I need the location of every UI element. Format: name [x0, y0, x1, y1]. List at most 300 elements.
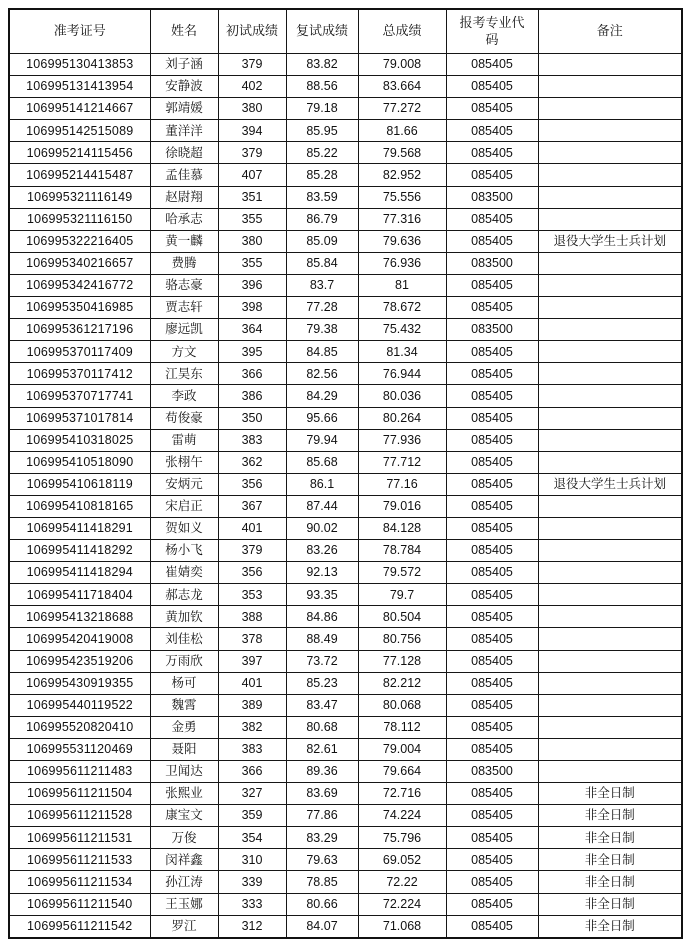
cell-name: 贺如义 [150, 517, 218, 539]
cell-initial-score: 351 [218, 186, 286, 208]
cell-admission-number: 106995520820410 [9, 716, 150, 738]
cell-admission-number: 106995410818165 [9, 495, 150, 517]
cell-admission-number: 106995413218688 [9, 606, 150, 628]
cell-major-code: 083500 [446, 761, 538, 783]
cell-major-code: 085405 [446, 385, 538, 407]
table-row [9, 208, 682, 230]
cell-name: 万雨欣 [150, 650, 218, 672]
cell-name: 万俊 [150, 827, 218, 849]
cell-remark [538, 341, 682, 363]
table-row [9, 473, 682, 495]
table-row [9, 341, 682, 363]
table-row [9, 54, 682, 76]
cell-initial-score: 327 [218, 783, 286, 805]
cell-retest-score: 84.07 [286, 915, 358, 938]
cell-initial-score: 339 [218, 871, 286, 893]
cell-remark [538, 694, 682, 716]
cell-retest-score: 85.95 [286, 120, 358, 142]
cell-admission-number: 106995142515089 [9, 120, 150, 142]
table-header [9, 9, 682, 54]
cell-retest-score: 95.66 [286, 407, 358, 429]
cell-retest-score: 83.47 [286, 694, 358, 716]
cell-retest-score: 77.28 [286, 297, 358, 319]
cell-name: 骆志豪 [150, 274, 218, 296]
cell-initial-score: 388 [218, 606, 286, 628]
cell-total-score: 77.128 [358, 650, 446, 672]
cell-name: 孙江涛 [150, 871, 218, 893]
table-row [9, 783, 682, 805]
cell-name: 廖远凯 [150, 319, 218, 341]
table-row [9, 606, 682, 628]
header-major-code [446, 9, 538, 54]
table-row [9, 120, 682, 142]
cell-remark: 非全日制 [538, 871, 682, 893]
cell-name: 孟佳慕 [150, 164, 218, 186]
cell-initial-score: 401 [218, 517, 286, 539]
cell-retest-score: 83.59 [286, 186, 358, 208]
cell-total-score: 76.936 [358, 252, 446, 274]
cell-retest-score: 88.49 [286, 628, 358, 650]
cell-name: 张熙业 [150, 783, 218, 805]
cell-initial-score: 407 [218, 164, 286, 186]
cell-admission-number: 106995611211542 [9, 915, 150, 938]
cell-name: 黄一麟 [150, 230, 218, 252]
table-row [9, 716, 682, 738]
header-remark: 备注 [538, 9, 682, 54]
cell-admission-number: 106995411718404 [9, 584, 150, 606]
cell-remark: 非全日制 [538, 849, 682, 871]
cell-admission-number: 106995370117409 [9, 341, 150, 363]
cell-retest-score: 73.72 [286, 650, 358, 672]
cell-major-code: 085405 [446, 716, 538, 738]
cell-name: 安静波 [150, 76, 218, 98]
cell-remark [538, 495, 682, 517]
cell-retest-score: 82.61 [286, 738, 358, 760]
cell-retest-score: 86.1 [286, 473, 358, 495]
cell-major-code: 085405 [446, 208, 538, 230]
cell-name: 贾志轩 [150, 297, 218, 319]
cell-admission-number: 106995214415487 [9, 164, 150, 186]
table-row [9, 893, 682, 915]
cell-remark: 退役大学生士兵计划 [538, 473, 682, 495]
cell-remark [538, 584, 682, 606]
cell-remark [538, 164, 682, 186]
cell-initial-score: 380 [218, 98, 286, 120]
cell-major-code: 085405 [446, 628, 538, 650]
cell-major-code: 085405 [446, 451, 538, 473]
cell-admission-number: 106995440119522 [9, 694, 150, 716]
cell-total-score: 75.556 [358, 186, 446, 208]
header-name: 姓名 [150, 9, 218, 54]
cell-initial-score: 382 [218, 716, 286, 738]
cell-remark [538, 208, 682, 230]
table-row [9, 252, 682, 274]
cell-initial-score: 379 [218, 142, 286, 164]
cell-initial-score: 398 [218, 297, 286, 319]
cell-initial-score: 356 [218, 473, 286, 495]
table-row [9, 495, 682, 517]
cell-total-score: 80.264 [358, 407, 446, 429]
cell-major-code: 085405 [446, 164, 538, 186]
cell-admission-number: 106995371017814 [9, 407, 150, 429]
header-total-score: 总成绩 [358, 9, 446, 54]
table-row [9, 871, 682, 893]
cell-remark [538, 761, 682, 783]
cell-major-code: 085405 [446, 120, 538, 142]
cell-major-code: 083500 [446, 186, 538, 208]
table-row [9, 628, 682, 650]
cell-retest-score: 90.02 [286, 517, 358, 539]
cell-initial-score: 378 [218, 628, 286, 650]
cell-initial-score: 355 [218, 252, 286, 274]
cell-major-code: 085405 [446, 297, 538, 319]
cell-initial-score: 353 [218, 584, 286, 606]
table-row [9, 915, 682, 938]
table-row [9, 385, 682, 407]
cell-name: 杨小飞 [150, 540, 218, 562]
cell-initial-score: 383 [218, 738, 286, 760]
cell-retest-score: 80.68 [286, 716, 358, 738]
cell-name: 刘佳松 [150, 628, 218, 650]
table-header-row [9, 9, 682, 54]
cell-initial-score: 383 [218, 429, 286, 451]
cell-retest-score: 77.86 [286, 805, 358, 827]
cell-major-code: 085405 [446, 495, 538, 517]
cell-retest-score: 92.13 [286, 562, 358, 584]
header-initial-score: 初试成绩 [218, 9, 286, 54]
cell-name: 魏霄 [150, 694, 218, 716]
cell-admission-number: 106995350416985 [9, 297, 150, 319]
cell-name: 金勇 [150, 716, 218, 738]
cell-major-code: 085405 [446, 142, 538, 164]
table-row [9, 650, 682, 672]
cell-initial-score: 379 [218, 54, 286, 76]
cell-major-code: 085405 [446, 562, 538, 584]
cell-total-score: 77.272 [358, 98, 446, 120]
cell-initial-score: 366 [218, 761, 286, 783]
cell-remark [538, 716, 682, 738]
cell-total-score: 81.66 [358, 120, 446, 142]
cell-major-code: 085405 [446, 363, 538, 385]
cell-admission-number: 106995322216405 [9, 230, 150, 252]
cell-total-score: 77.936 [358, 429, 446, 451]
cell-remark [538, 407, 682, 429]
cell-admission-number: 106995411418292 [9, 540, 150, 562]
cell-retest-score: 86.79 [286, 208, 358, 230]
cell-major-code: 085405 [446, 893, 538, 915]
cell-admission-number: 106995611211534 [9, 871, 150, 893]
cell-remark [538, 517, 682, 539]
table-row [9, 274, 682, 296]
cell-total-score: 77.316 [358, 208, 446, 230]
cell-name: 董洋洋 [150, 120, 218, 142]
cell-major-code: 085405 [446, 694, 538, 716]
cell-initial-score: 389 [218, 694, 286, 716]
cell-retest-score: 80.66 [286, 893, 358, 915]
cell-total-score: 81.34 [358, 341, 446, 363]
cell-remark: 非全日制 [538, 893, 682, 915]
cell-major-code: 085405 [446, 54, 538, 76]
cell-initial-score: 394 [218, 120, 286, 142]
cell-total-score: 79.568 [358, 142, 446, 164]
table-row [9, 805, 682, 827]
cell-name: 康宝文 [150, 805, 218, 827]
table-row [9, 562, 682, 584]
cell-retest-score: 87.44 [286, 495, 358, 517]
header-major-code-label: 报考专业代码 [459, 15, 525, 47]
table-row [9, 451, 682, 473]
cell-admission-number: 106995370117412 [9, 363, 150, 385]
cell-admission-number: 106995141214667 [9, 98, 150, 120]
cell-total-score: 75.796 [358, 827, 446, 849]
cell-retest-score: 85.23 [286, 672, 358, 694]
cell-major-code: 085405 [446, 650, 538, 672]
cell-major-code: 085405 [446, 783, 538, 805]
cell-major-code: 085405 [446, 606, 538, 628]
cell-initial-score: 397 [218, 650, 286, 672]
cell-major-code: 085405 [446, 341, 538, 363]
cell-remark [538, 650, 682, 672]
cell-retest-score: 88.56 [286, 76, 358, 98]
cell-retest-score: 85.68 [286, 451, 358, 473]
cell-retest-score: 79.94 [286, 429, 358, 451]
cell-name: 崔婧奕 [150, 562, 218, 584]
cell-initial-score: 354 [218, 827, 286, 849]
cell-admission-number: 106995531120469 [9, 738, 150, 760]
table-body [9, 54, 682, 938]
cell-retest-score: 79.63 [286, 849, 358, 871]
cell-admission-number: 106995410518090 [9, 451, 150, 473]
cell-admission-number: 106995370717741 [9, 385, 150, 407]
cell-retest-score: 84.85 [286, 341, 358, 363]
table-row [9, 297, 682, 319]
cell-retest-score: 79.38 [286, 319, 358, 341]
table-row [9, 319, 682, 341]
cell-total-score: 72.224 [358, 893, 446, 915]
cell-total-score: 80.036 [358, 385, 446, 407]
cell-major-code: 083500 [446, 319, 538, 341]
cell-name: 罗江 [150, 915, 218, 938]
cell-name: 张栩午 [150, 451, 218, 473]
cell-total-score: 81 [358, 274, 446, 296]
cell-total-score: 79.664 [358, 761, 446, 783]
cell-remark [538, 142, 682, 164]
cell-initial-score: 350 [218, 407, 286, 429]
cell-name: 郭靖媛 [150, 98, 218, 120]
cell-name: 费腾 [150, 252, 218, 274]
cell-retest-score: 79.18 [286, 98, 358, 120]
table-row [9, 230, 682, 252]
cell-remark [538, 451, 682, 473]
cell-initial-score: 379 [218, 540, 286, 562]
cell-admission-number: 106995411418291 [9, 517, 150, 539]
cell-retest-score: 83.7 [286, 274, 358, 296]
cell-remark [538, 319, 682, 341]
cell-admission-number: 106995423519206 [9, 650, 150, 672]
cell-major-code: 085405 [446, 849, 538, 871]
cell-remark: 退役大学生士兵计划 [538, 230, 682, 252]
cell-major-code: 085405 [446, 407, 538, 429]
cell-remark [538, 76, 682, 98]
cell-retest-score: 85.84 [286, 252, 358, 274]
cell-name: 黄加钦 [150, 606, 218, 628]
cell-remark [538, 54, 682, 76]
cell-remark [538, 606, 682, 628]
cell-admission-number: 106995611211483 [9, 761, 150, 783]
cell-major-code: 085405 [446, 584, 538, 606]
cell-admission-number: 106995420419008 [9, 628, 150, 650]
cell-initial-score: 401 [218, 672, 286, 694]
results-table [8, 8, 683, 939]
cell-name: 徐晓超 [150, 142, 218, 164]
cell-major-code: 085405 [446, 473, 538, 495]
cell-major-code: 085405 [446, 871, 538, 893]
table-row [9, 76, 682, 98]
cell-admission-number: 106995611211528 [9, 805, 150, 827]
cell-total-score: 79.016 [358, 495, 446, 517]
cell-retest-score: 83.69 [286, 783, 358, 805]
cell-remark [538, 429, 682, 451]
cell-major-code: 085405 [446, 517, 538, 539]
cell-remark [538, 562, 682, 584]
cell-total-score: 80.504 [358, 606, 446, 628]
cell-initial-score: 395 [218, 341, 286, 363]
cell-initial-score: 362 [218, 451, 286, 473]
cell-major-code: 085405 [446, 274, 538, 296]
cell-major-code: 083500 [446, 252, 538, 274]
cell-retest-score: 82.56 [286, 363, 358, 385]
cell-admission-number: 106995130413853 [9, 54, 150, 76]
cell-admission-number: 106995411418294 [9, 562, 150, 584]
cell-major-code: 085405 [446, 672, 538, 694]
cell-remark [538, 540, 682, 562]
cell-total-score: 72.716 [358, 783, 446, 805]
cell-initial-score: 312 [218, 915, 286, 938]
cell-retest-score: 85.09 [286, 230, 358, 252]
cell-admission-number: 106995214115456 [9, 142, 150, 164]
cell-major-code: 085405 [446, 429, 538, 451]
cell-name: 苟俊豪 [150, 407, 218, 429]
table-row [9, 98, 682, 120]
cell-major-code: 085405 [446, 76, 538, 98]
cell-major-code: 085405 [446, 98, 538, 120]
cell-name: 李政 [150, 385, 218, 407]
cell-initial-score: 333 [218, 893, 286, 915]
cell-admission-number: 106995342416772 [9, 274, 150, 296]
table-row [9, 186, 682, 208]
cell-total-score: 74.224 [358, 805, 446, 827]
cell-total-score: 80.756 [358, 628, 446, 650]
cell-initial-score: 364 [218, 319, 286, 341]
table-row [9, 738, 682, 760]
cell-retest-score: 83.26 [286, 540, 358, 562]
cell-admission-number: 106995430919355 [9, 672, 150, 694]
table-row [9, 164, 682, 186]
table-row [9, 407, 682, 429]
cell-name: 闵祥鑫 [150, 849, 218, 871]
table-row [9, 517, 682, 539]
cell-total-score: 77.16 [358, 473, 446, 495]
cell-retest-score: 85.28 [286, 164, 358, 186]
cell-total-score: 79.572 [358, 562, 446, 584]
cell-admission-number: 106995611211533 [9, 849, 150, 871]
cell-remark [538, 297, 682, 319]
cell-admission-number: 106995410318025 [9, 429, 150, 451]
cell-total-score: 84.128 [358, 517, 446, 539]
cell-name: 雷萌 [150, 429, 218, 451]
header-admission-number: 准考证号 [9, 9, 150, 54]
table-row [9, 761, 682, 783]
cell-remark: 非全日制 [538, 827, 682, 849]
table-row [9, 694, 682, 716]
cell-total-score: 78.112 [358, 716, 446, 738]
cell-total-score: 79.004 [358, 738, 446, 760]
cell-remark: 非全日制 [538, 915, 682, 938]
header-retest-score: 复试成绩 [286, 9, 358, 54]
cell-retest-score: 83.82 [286, 54, 358, 76]
table-row [9, 429, 682, 451]
cell-name: 赵尉翔 [150, 186, 218, 208]
cell-admission-number: 106995611211540 [9, 893, 150, 915]
cell-name: 安炳元 [150, 473, 218, 495]
cell-name: 哈承志 [150, 208, 218, 230]
cell-remark [538, 274, 682, 296]
cell-initial-score: 396 [218, 274, 286, 296]
cell-total-score: 80.068 [358, 694, 446, 716]
cell-remark [538, 385, 682, 407]
cell-retest-score: 85.22 [286, 142, 358, 164]
cell-remark [538, 628, 682, 650]
cell-total-score: 77.712 [358, 451, 446, 473]
cell-total-score: 72.22 [358, 871, 446, 893]
cell-total-score: 78.784 [358, 540, 446, 562]
cell-remark [538, 252, 682, 274]
cell-admission-number: 106995340216657 [9, 252, 150, 274]
table-row [9, 849, 682, 871]
cell-major-code: 085405 [446, 805, 538, 827]
table-row [9, 827, 682, 849]
cell-major-code: 085405 [446, 230, 538, 252]
cell-total-score: 79.636 [358, 230, 446, 252]
cell-retest-score: 84.29 [286, 385, 358, 407]
cell-name: 郝志龙 [150, 584, 218, 606]
cell-remark: 非全日制 [538, 805, 682, 827]
cell-major-code: 085405 [446, 540, 538, 562]
cell-name: 宋启正 [150, 495, 218, 517]
cell-initial-score: 402 [218, 76, 286, 98]
cell-remark: 非全日制 [538, 783, 682, 805]
cell-major-code: 085405 [446, 915, 538, 938]
cell-remark [538, 120, 682, 142]
cell-remark [538, 98, 682, 120]
cell-total-score: 76.944 [358, 363, 446, 385]
table-row [9, 672, 682, 694]
cell-retest-score: 84.86 [286, 606, 358, 628]
cell-initial-score: 356 [218, 562, 286, 584]
cell-total-score: 71.068 [358, 915, 446, 938]
cell-name: 方文 [150, 341, 218, 363]
table-row [9, 540, 682, 562]
cell-remark [538, 672, 682, 694]
table-row [9, 584, 682, 606]
cell-admission-number: 106995361217196 [9, 319, 150, 341]
cell-admission-number: 106995321116149 [9, 186, 150, 208]
cell-admission-number: 106995611211504 [9, 783, 150, 805]
cell-name: 杨可 [150, 672, 218, 694]
cell-name: 卫闻达 [150, 761, 218, 783]
cell-remark [538, 363, 682, 385]
cell-name: 王玉娜 [150, 893, 218, 915]
